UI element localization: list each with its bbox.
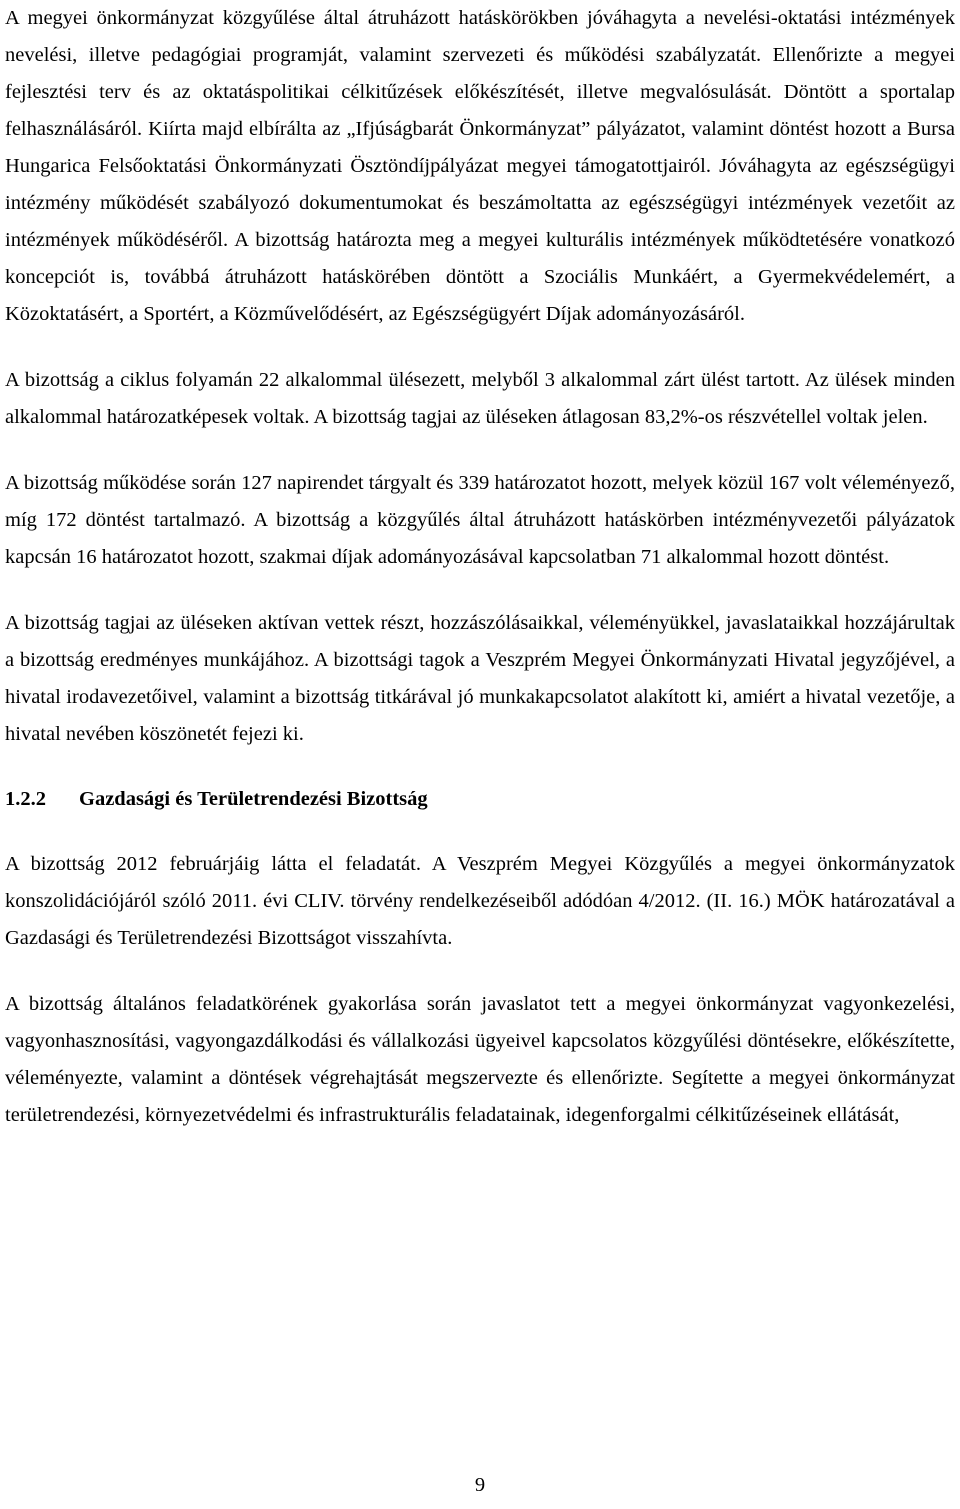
- section-heading: [5, 781, 955, 818]
- paragraph-session-stats: A bizottság a ciklus folyamán 22 alkalommal ülésezett, melyből 3 alkalommal zárt ülést tartott. Az ülések minden alkalommal határozatképesek voltak. A bizottság tagjai az üléseken átlagosan 83,2%-os részvétellel voltak jelen.: [5, 369, 955, 428]
- paragraph-committee-duties: A megyei önkormányzat közgyűlése által átruházott hatáskörökben jóváhagyta a nevelési-oktatási intézmények nevelési, illetve pedagógiai programját, valamint szervezeti és működési szabályzatát. Ellenőrizte a megyei fejlesztési terv és az oktatáspolitikai célkitűzések előkészítését, illetve megvalósulását. Döntött a sportalap felhasználásáról. Kiírta majd elbírálta az „Ifjúságbarát Önkormányzat” pályázatot, valamint döntést hozott a Bursa Hungarica Felsőoktatási Önkormányzati Ösztöndíjpályázat megyei támogatottjairól. Jóváhagyta az egészségügyi intézmény működését szabályozó dokumentumokat és beszámoltatta az egészségügyi intézmények vezetőit az intézmények működéséről. A bizottság határozta meg a megyei kulturális intézmények működtetésére vonatkozó koncepciót is, továbbá átruházott hatáskörében döntött a Szociális Munkáért, a Gyermekvédelemért, a Közoktatásért, a Sportért, a Közművelődésért, az Egészségügyért Díjak adományozásáról.: [5, 7, 955, 325]
- paragraph-section-intro: A bizottság 2012 februárjáig látta el feladatát. A Veszprém Megyei Közgyűlés a megyei önkormányzatok konszolidációjáról szóló 2011. évi CLIV. törvény rendelkezéseiből adódóan 4/2012. (II. 16.) MÖK határozatával a Gazdasági és Területrendezési Bizottságot visszahívta.: [5, 853, 955, 949]
- paragraph-acknowledgement: A bizottság tagjai az üléseken aktívan vettek részt, hozzászólásaikkal, véleményükkel, javaslataikkal hozzájárultak a bizottság eredményes munkájához. A bizottsági tagok a Veszprém Megyei Önkormányzati Hivatal jegyzőjével, a hivatal irodavezetőivel, valamint a bizottság titkárával jó munkakapcsolatot alakított ki, amiért a hivatal vezetője, a hivatal nevében köszönetét fejezi ki.: [5, 612, 955, 745]
- document-page: [5, 0, 955, 1134]
- paragraph-agenda-stats: A bizottság működése során 127 napirendet tárgyalt és 339 határozatot hozott, melyek közül 167 volt véleményező, míg 172 döntést tartalmazó. A bizottság a közgyűlés által átruházott hatáskörben intézményvezetői pályázatok kapcsán 16 határozatot hozott, szakmai díjak adományozásával kapcsolatban 71 alkalommal hozott döntést.: [5, 472, 955, 568]
- section-number: 1.2.2: [5, 788, 46, 810]
- section-title: Gazdasági és Területrendezési Bizottság: [79, 788, 428, 810]
- paragraph-section-tasks: A bizottság általános feladatkörének gyakorlása során javaslatot tett a megyei önkormányzat vagyonkezelési, vagyonhasznosítási, vagyongazdálkodási és vállalkozási ügyeivel kapcsolatos közgyűlési döntésekre, előkészítette, véleményezte, valamint a döntések végrehajtását megszervezte és ellenőrizte. Segítette a megyei önkormányzat területrendezési, környezetvédelmi és infrastrukturális feladatainak, idegenforgalmi célkitűzéseinek ellátását,: [5, 993, 955, 1126]
- page-number: 9: [474, 1474, 486, 1496]
